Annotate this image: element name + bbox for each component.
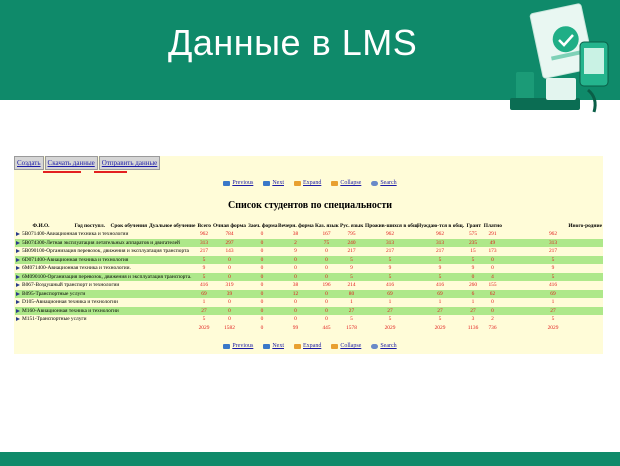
value-cell: 0 <box>212 264 247 273</box>
value-cell: 5 <box>196 256 212 265</box>
value-cell: 3 <box>464 315 482 324</box>
expand-triangle-icon[interactable] <box>16 249 20 253</box>
value-cell: 9 <box>416 264 464 273</box>
value-cell: 313 <box>503 239 603 248</box>
table-title: Список студентов по специальности <box>227 200 392 211</box>
value-cell: 0 <box>247 290 277 299</box>
value-cell: 143 <box>212 247 247 256</box>
value-cell: 795 <box>339 230 364 239</box>
value-cell: 313 <box>196 239 212 248</box>
col-header-paid[interactable]: Платно <box>483 222 502 229</box>
value-cell: 313 <box>364 239 416 248</box>
search-icon <box>371 344 378 349</box>
value-cell: 5 <box>339 273 364 282</box>
expand-triangle-icon[interactable] <box>16 317 20 321</box>
value-cell: 5 <box>364 256 416 265</box>
value-cell: 4 <box>482 273 503 282</box>
value-cell: 0 <box>212 315 247 324</box>
table-row[interactable] <box>15 298 603 307</box>
download-data-button[interactable]: Скачать данные <box>45 156 98 170</box>
collapse-link-bottom[interactable]: Collapse <box>331 343 361 349</box>
value-cell: 297 <box>212 239 247 248</box>
value-cell: 416 <box>364 281 416 290</box>
value-cell: 9 <box>277 247 314 256</box>
value-cell: 69 <box>364 290 416 299</box>
value-cell: 0 <box>314 307 339 316</box>
specialty-name-cell[interactable] <box>15 290 196 299</box>
total-cell: 99 <box>277 324 314 333</box>
table-row[interactable] <box>15 315 603 324</box>
table-row[interactable] <box>15 273 603 282</box>
value-cell: 5 <box>339 315 364 324</box>
value-cell: 5 <box>416 256 464 265</box>
table-row[interactable] <box>15 307 603 316</box>
specialty-name-cell[interactable] <box>15 273 196 282</box>
value-cell: 9 <box>364 264 416 273</box>
value-cell: 5 <box>364 273 416 282</box>
value-cell: 27 <box>364 307 416 316</box>
value-cell: 0 <box>314 273 339 282</box>
expand-triangle-icon[interactable] <box>16 266 20 270</box>
col-header-dorm-living[interactable]: Прожив-шихся в общ. <box>365 222 419 229</box>
value-cell: 173 <box>482 247 503 256</box>
value-cell: 0 <box>277 273 314 282</box>
value-cell: 0 <box>247 247 277 256</box>
specialty-name-cell[interactable] <box>15 247 196 256</box>
value-cell: 0 <box>314 290 339 299</box>
specialty-name: M151-Транспортные услуги <box>22 316 87 323</box>
total-cell: 2029 <box>364 324 416 333</box>
slide-footer <box>0 452 620 466</box>
col-header-year[interactable]: Год поступл. <box>74 222 105 229</box>
pager-top <box>0 180 620 186</box>
specialty-name: B095-Транспортные услуги <box>22 290 86 297</box>
send-data-button[interactable]: Отправить данные <box>99 156 161 170</box>
specialty-name-cell[interactable] <box>15 281 196 290</box>
value-cell: 0 <box>247 307 277 316</box>
total-cell: 0 <box>247 324 277 333</box>
value-cell: 27 <box>503 307 603 316</box>
value-cell: 962 <box>416 230 464 239</box>
value-cell: 0 <box>482 256 503 265</box>
table-row[interactable] <box>15 264 603 273</box>
value-cell: 9 <box>196 264 212 273</box>
value-cell: 0 <box>314 315 339 324</box>
specialty-name-cell[interactable] <box>15 239 196 248</box>
value-cell: 217 <box>503 247 603 256</box>
total-cell: 2029 <box>196 324 212 333</box>
specialty-name-cell[interactable] <box>15 307 196 316</box>
value-cell: 27 <box>464 307 482 316</box>
total-cell: 736 <box>482 324 503 333</box>
search-link[interactable]: Search <box>371 180 396 186</box>
collapse-icon <box>331 344 338 349</box>
value-cell: 5 <box>464 256 482 265</box>
expand-triangle-icon[interactable] <box>16 258 20 262</box>
value-cell: 0 <box>277 307 314 316</box>
table-row[interactable] <box>15 230 603 239</box>
specialty-name: 5B074300-Летная эксплуатация летательных аппаратов и двигателей <box>22 239 180 246</box>
value-cell: 0 <box>482 298 503 307</box>
value-cell: 5 <box>196 315 212 324</box>
expand-link[interactable]: Expand <box>294 180 321 186</box>
value-cell: 319 <box>212 281 247 290</box>
total-cell: 445 <box>314 324 339 333</box>
value-cell: 69 <box>416 290 464 299</box>
value-cell: 155 <box>482 281 503 290</box>
value-cell: 9 <box>464 264 482 273</box>
value-cell: 416 <box>503 281 603 290</box>
value-cell: 0 <box>482 307 503 316</box>
value-cell: 1 <box>416 298 464 307</box>
value-cell: 0 <box>277 315 314 324</box>
value-cell: 0 <box>277 256 314 265</box>
value-cell: 27 <box>196 307 212 316</box>
value-cell: 0 <box>247 239 277 248</box>
next-link[interactable]: Next <box>263 180 284 186</box>
value-cell: 214 <box>339 281 364 290</box>
value-cell: 217 <box>339 247 364 256</box>
value-cell: 5 <box>503 273 603 282</box>
table-row[interactable] <box>15 256 603 265</box>
col-header-fulltime[interactable]: Очная форма <box>213 222 246 229</box>
table-row[interactable] <box>15 281 603 290</box>
value-cell: 1 <box>364 298 416 307</box>
value-cell: 80 <box>339 290 364 299</box>
expand-triangle-icon[interactable] <box>16 241 20 245</box>
totals-label-cell <box>15 324 196 333</box>
col-header-dual[interactable]: Дуальное обучение <box>149 222 196 229</box>
total-cell: 2029 <box>416 324 464 333</box>
table-row[interactable] <box>15 239 603 248</box>
value-cell: 75 <box>314 239 339 248</box>
approved-document-illustration <box>506 2 616 120</box>
previous-icon <box>223 344 230 349</box>
value-cell: 291 <box>482 230 503 239</box>
value-cell: 0 <box>247 230 277 239</box>
specialty-name: 6M090100-Организация перевозок, движения и эксплуатация транспорта. <box>22 273 192 280</box>
value-cell: 0 <box>277 264 314 273</box>
expand-icon <box>294 344 301 349</box>
specialty-name-cell[interactable] <box>15 264 196 273</box>
expand-triangle-icon[interactable] <box>16 300 20 304</box>
value-cell: 69 <box>503 290 603 299</box>
specialty-name: M160-Авиационная техника и технологии <box>22 307 119 314</box>
value-cell: 38 <box>277 230 314 239</box>
value-cell: 9 <box>339 264 364 273</box>
value-cell: 217 <box>364 247 416 256</box>
expand-triangle-icon[interactable] <box>16 292 20 296</box>
value-cell: 5 <box>339 256 364 265</box>
expand-icon <box>294 181 301 186</box>
value-cell: 6 <box>464 290 482 299</box>
col-header-duration[interactable]: Срок обучения <box>110 222 147 229</box>
value-cell: 0 <box>212 256 247 265</box>
value-cell: 313 <box>416 239 464 248</box>
value-cell: 0 <box>247 273 277 282</box>
value-cell: 575 <box>464 230 482 239</box>
create-button[interactable]: Создать <box>14 156 44 170</box>
value-cell: 217 <box>416 247 464 256</box>
value-cell: 0 <box>482 264 503 273</box>
total-cell: 2029 <box>503 324 603 333</box>
previous-icon <box>223 181 230 186</box>
value-cell: 27 <box>416 307 464 316</box>
value-cell: 0 <box>277 298 314 307</box>
expand-triangle-icon[interactable] <box>16 232 20 236</box>
table-row[interactable] <box>15 247 603 256</box>
value-cell: 2 <box>482 315 503 324</box>
value-cell: 0 <box>314 247 339 256</box>
value-cell: 69 <box>196 290 212 299</box>
specialty-name-cell[interactable] <box>15 230 196 239</box>
expand-triangle-icon[interactable] <box>16 283 20 287</box>
value-cell: 962 <box>503 230 603 239</box>
col-header-dorm-need[interactable]: Нуждаю-тся в общ. <box>417 222 464 229</box>
value-cell: 5 <box>196 273 212 282</box>
specialty-name: 5B090100-Организация перевозок, движения и эксплуатация транспорта <box>22 248 189 255</box>
expand-triangle-icon[interactable] <box>16 309 20 313</box>
value-cell: 260 <box>464 281 482 290</box>
value-cell: 27 <box>339 307 364 316</box>
value-cell: 5 <box>416 315 464 324</box>
value-cell: 0 <box>314 264 339 273</box>
specialty-name: B067-Воздушный транспорт и технологии <box>22 282 120 289</box>
value-cell: 39 <box>212 290 247 299</box>
value-cell: 12 <box>277 290 314 299</box>
value-cell: 962 <box>364 230 416 239</box>
totals-row <box>15 324 603 333</box>
students-table <box>15 221 603 332</box>
table-row[interactable] <box>15 290 603 299</box>
value-cell: 0 <box>212 298 247 307</box>
value-cell: 1 <box>503 298 603 307</box>
value-cell: 167 <box>314 230 339 239</box>
previous-link[interactable]: Previous <box>223 180 253 186</box>
value-cell: 2 <box>277 239 314 248</box>
expand-link-bottom[interactable]: Expand <box>294 343 321 349</box>
value-cell: 0 <box>247 298 277 307</box>
value-cell: 1 <box>339 298 364 307</box>
collapse-icon <box>331 181 338 186</box>
specialty-name: 5B071400-Авиационная техника и технологии <box>22 231 129 238</box>
value-cell: 49 <box>482 239 503 248</box>
col-header-total[interactable]: Всего <box>197 222 211 229</box>
value-cell: 0 <box>464 273 482 282</box>
toolbar <box>14 156 160 170</box>
pager-bottom <box>0 343 620 349</box>
search-link-bottom[interactable]: Search <box>371 343 396 349</box>
value-cell: 416 <box>416 281 464 290</box>
col-header-nonresident[interactable]: Иного-родние <box>568 222 602 229</box>
send-highlight-underline <box>94 171 127 173</box>
next-icon <box>263 181 270 186</box>
col-header-extramural[interactable]: Заоч. форма <box>248 222 278 229</box>
value-cell: 0 <box>314 256 339 265</box>
value-cell: 5 <box>503 315 603 324</box>
col-header-rus[interactable]: Рус. язык <box>340 222 364 229</box>
value-cell: 416 <box>196 281 212 290</box>
previous-link-bottom[interactable]: Previous <box>223 343 253 349</box>
col-header-kaz[interactable]: Каз. язык <box>315 222 339 229</box>
total-cell: 1136 <box>464 324 482 333</box>
total-cell: 1582 <box>212 324 247 333</box>
col-header-name[interactable]: Ф.И.О. <box>32 222 50 229</box>
specialty-name: 6M071400-Авиационная техника и технологии. <box>22 265 131 272</box>
value-cell: 0 <box>247 315 277 324</box>
specialty-name-cell[interactable] <box>15 256 196 265</box>
value-cell: 1 <box>464 298 482 307</box>
value-cell: 217 <box>196 247 212 256</box>
search-icon <box>371 181 378 186</box>
expand-triangle-icon[interactable] <box>16 275 20 279</box>
specialty-name-cell[interactable] <box>15 315 196 324</box>
value-cell: 0 <box>247 256 277 265</box>
value-cell: 240 <box>339 239 364 248</box>
next-icon <box>263 344 270 349</box>
col-header-grant[interactable]: Грант <box>466 222 481 229</box>
specialty-name-cell[interactable] <box>15 298 196 307</box>
value-cell: 962 <box>196 230 212 239</box>
slide-title: Данные в LMS <box>168 22 418 63</box>
value-cell: 62 <box>482 290 503 299</box>
total-cell: 1578 <box>339 324 364 333</box>
value-cell: 5 <box>364 315 416 324</box>
value-cell: 0 <box>247 281 277 290</box>
download-highlight-underline <box>43 171 81 173</box>
specialty-name: D105-Авиационная техника и технологии <box>22 299 118 306</box>
specialty-name: 6D071400-Авиационная техника и технология <box>22 256 129 263</box>
value-cell: 9 <box>503 264 603 273</box>
value-cell: 784 <box>212 230 247 239</box>
value-cell: 0 <box>314 298 339 307</box>
value-cell: 15 <box>464 247 482 256</box>
value-cell: 0 <box>247 264 277 273</box>
col-header-evening[interactable]: Вечерн. форма <box>278 222 314 229</box>
collapse-link[interactable]: Collapse <box>331 180 361 186</box>
value-cell: 0 <box>212 273 247 282</box>
value-cell: 38 <box>277 281 314 290</box>
value-cell: 5 <box>503 256 603 265</box>
value-cell: 1 <box>196 298 212 307</box>
value-cell: 5 <box>416 273 464 282</box>
value-cell: 196 <box>314 281 339 290</box>
value-cell: 235 <box>464 239 482 248</box>
value-cell: 0 <box>212 307 247 316</box>
next-link-bottom[interactable]: Next <box>263 343 284 349</box>
